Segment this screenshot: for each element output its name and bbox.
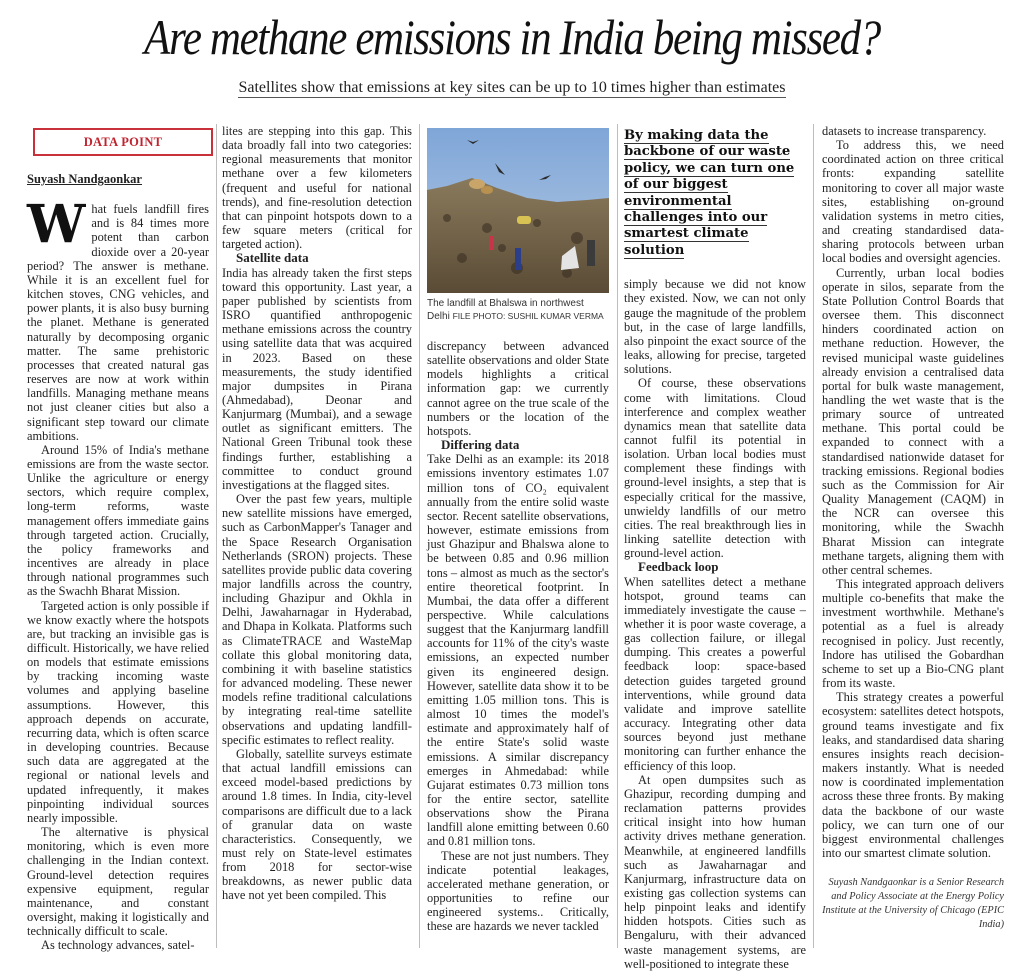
paragraph: This strategy creates a powerful ecosystem: satellites detect hotspots, ground teams investigate and fix leaks, and standardised data sharing ensures insights reach decision-makers instantly. What is needed now is coordinated implementation across these three fronts. By making data the backbone of our waste policy, we can turn one of our biggest environmental challenges into our smartest climate solution. [822, 690, 1004, 860]
paragraph: The alternative is physical monitoring, which is even more challenging in the Indian context. Ground-level detection requires expensive equipment, regular maintenance, and constant oversight, making it logistically and technically difficult to scale. [27, 825, 209, 939]
column-divider [813, 124, 814, 948]
subheading-differing-data: Differing data [441, 437, 520, 453]
column-divider [216, 124, 217, 948]
column-1 [27, 124, 210, 953]
paragraph: Take Delhi as an example: its 2018 emissions inventory estimates 1.07 million tons of CO₂ equivalent annually from the entire solid waste sector. Recent satellite observations, however, estimate emissions from just Ghazipur and Bhalswa alone to be between 0.85 and 0.96 million tons – almost as much as the sector's entire theoretical footprint. In Mumbai, the data offer a different perspective. While calculations suggest that the Kanjurmarg landfill accounts for 11% of the city's waste emissions, an expected number given its engineered design. However, satellite data show it to be emitting 1.05 million tons. This is almost 10 times the model's estimate and approximately half of the entire State's solid waste emissions. A similar discrepancy emerges in Ahmedabad: while Gujarat estimates 0.73 million tons for the entire sector, satellite observations show the Pirana landfill alone emitting between 0.60 and 0.81 million tons. [427, 452, 609, 849]
paragraph: At open dumpsites such as Ghazipur, recording dumping and reclamation patterns provides critical insight into how human activity drives methane generation. Meanwhile, at engineered landfills such as Jawaharnagar and Kanjurmarg, infrastructure data on existing gas collection systems can help pinpoint leaks and identify hidden hotspots. Cities such as Bengaluru, with their advanced waste management systems, are well-positioned to integrate these [624, 772, 806, 971]
photo-caption [427, 297, 609, 323]
column-2 [222, 124, 412, 948]
subheadline [0, 78, 1024, 98]
subheadline-text: Satellites show that emissions at key sites can be up to 10 times higher than estimates [238, 79, 786, 96]
column-divider [617, 124, 618, 948]
paragraph: India has already taken the first steps toward this opportunity. Last year, a paper published by scientists from ISRO quantified anthropogenic methane emissions across the country using satellite data that was acquired in 2023. Based on these measurements, the study identified major dumpsites in Pirana (Ahmedabad), Deonar and Kanjurmarg (Mumbai), and a sewage outlet as significant emitters. The National Green Tribunal took these findings further, establishing a committee to conduct ground investigations at the flagged sites. [222, 265, 412, 492]
paragraph: As technology advances, satel- [41, 938, 195, 953]
subheading-satellite-data: Satellite data [236, 250, 309, 266]
landfill-photo [427, 128, 609, 293]
caption-text: The landfill at Bhalswa in northwest Delhi [427, 298, 584, 322]
paragraph: These are not just numbers. They indicate potential leakages, accelerated methane generation, or opportunities to refine our engineered systems.. Critically, these are hazards we never tackled [427, 848, 609, 934]
paragraph: datasets to increase transparency. [822, 124, 987, 138]
paragraph: This integrated approach delivers multiple co-benefits that make the investment worthwhile. Methane's potential as a fuel is already recognised in policy. Just recently, Indore has utilised the Gobardhan scheme to set up a Bio-CNG plant from its waste. [822, 577, 1004, 691]
column-4 [624, 124, 806, 971]
column-divider [419, 124, 420, 948]
paragraph: simply because we did not know they existed. Now, we can not only gauge the magnitude of the problem but, in the case of large landfills, also pinpoint the exact source of the leaks, allowing for precise, targeted solutions. [624, 277, 806, 377]
paragraph: When satellites detect a methane hotspot, ground teams can immediately investigate the cause – whether it is poor waste coverage, a gas collection failure, or illegal dumping. This creates a powerful feedback loop: space-based detection guides targeted ground interventions, while ground data validate and improve satellite accuracy. Integrating other data sources beyond just methane monitoring can further enhance the efficiency of this loop. [624, 574, 806, 773]
author-bio: Suyash Nandgaonkar is a Senior Research and Policy Associate at the Energy Policy Institute at the University of Chicago (EPIC India) [822, 877, 1004, 931]
drop-cap: W [27, 194, 86, 256]
section-label: DATA POINT [33, 128, 213, 156]
paragraph: Currently, urban local bodies operate in silos, separate from the State Pollution Control Boards that oversee them. This disconnect hinders coordinated action on methane reduction. However, the revised municipal waste guidelines already envision a centralised data portal for bulk waste management, handling the wet waste that is the primary source of untreated methane. This portal could be expanded to connect with a standardised nationwide dataset for tracking emissions. Regional bodies such as the Commission for Air Quality Management (CAQM) in the NCR can oversee this monitoring, while the Swachh Bharat Mission can integrate methane targets, aligning them with other central schemes. [822, 265, 1004, 577]
headline: Are methane emissions in India being missed? [144, 9, 880, 65]
paragraph: Over the past few years, multiple new satellite missions have emerged, such as CarbonMapper's Tanager and the Space Research Organisation Netherlands (SRON) projects. These satellites provide public data covering major landfills across the country, including Ghazipur and Okhla in Delhi, Jawaharnagar in Hyderabad, and Dhapa in Kolkata. Platforms such as ClimateTRACE and WasteMap collate this global monitoring data, combining it with baseline statistics for advanced modeling. These newer models refine traditional calculations by integrating real-time satellite observations and updating landfill-specific estimates to reflect reality. [222, 492, 412, 747]
paragraph: What fuels landfill fires and is 84 times more potent than carbon dioxide over a 20-year period? The answer is methane. While it is an excellent fuel for kitchen stoves, CNG vehicles, and power plants, it is also busy burning the planet. Methane is generated naturally by decomposing organic matter. The same prehistoric processes that created natural gas reserves are now at work within landfills. Managing methane means not just cleaner cities but also a significant step toward our climate ambitions. [27, 194, 209, 443]
paragraph: To address this, we need coordinated action on three critical fronts: expanding satellite monitoring to cover all major waste sites, establishing on-ground validation systems in metro cities, and creating standardised data-sharing protocols between urban local bodies and oversight agencies. [822, 138, 1004, 266]
paragraph: lites are stepping into this gap. This data broadly fall into two categories: regional measurements that monitor methane over a few kilometers (frequent and useful for national trends), and fine-resolution detection that can pinpoint hotspots down to a few square meters (critical for targeted action). [222, 124, 412, 252]
photo-credit: FILE PHOTO: SUSHIL KUMAR VERMA [452, 311, 604, 321]
paragraph: Of course, these observations come with limitations. Cloud interference and complex weather dynamics mean that satellite data cannot fulfil its potential in isolation. Urban local bodies must complement these findings with ground-level insights, a step that is especially critical for the massive, unwieldy landfills of our metro cities. The real breakthrough lies in linking satellite detection with ground-level action. [624, 376, 806, 561]
paragraph: Globally, satellite surveys estimate that actual landfill emissions can exceed model-based predictions by around 1.8 times. In India, city-level comparisons are difficult due to a lack of granular data on waste characteristics. Consequently, we must rely on State-level estimates from 2018 for sector-wise breakdowns, as newer public data have not yet been compiled. This [222, 746, 412, 903]
paragraph: Around 15% of India's methane emissions are from the waste sector. Unlike the agriculture or energy sectors, which require complex, long-term reforms, waste management offers immediate gains through targeted action. Crucially, the policy frameworks and incentives are already in place through national programmes such as the Swachh Bharat Mission. [27, 442, 209, 599]
paragraph: Targeted action is only possible if we know exactly where the hotspots are, but tracking an invisible gas is difficult. Historically, we have relied on models that estimate emissions by tracking incoming waste volumes and applying baseline assumptions. However, this approach depends on accurate, recurring data, which is often scarce in developing countries. Because such data are aggregated at the regional or national levels and updated infrequently, it makes pinpointing individual sources nearly impossible. [27, 598, 210, 825]
paragraph: discrepancy between advanced satellite observations and older State models highlights a critical information gap: we currently cannot agree on the true scale of the numbers or the location of the hotspots. [427, 339, 609, 438]
pull-quote: By making data the backbone of our waste policy, we can turn one of our biggest environmental challenges into our smartest climate solution [624, 128, 795, 258]
subheading-feedback-loop: Feedback loop [638, 559, 719, 575]
byline[interactable]: Suyash Nandgaonkar [27, 172, 142, 186]
column-5 [822, 124, 1004, 948]
column-3 [427, 124, 609, 948]
